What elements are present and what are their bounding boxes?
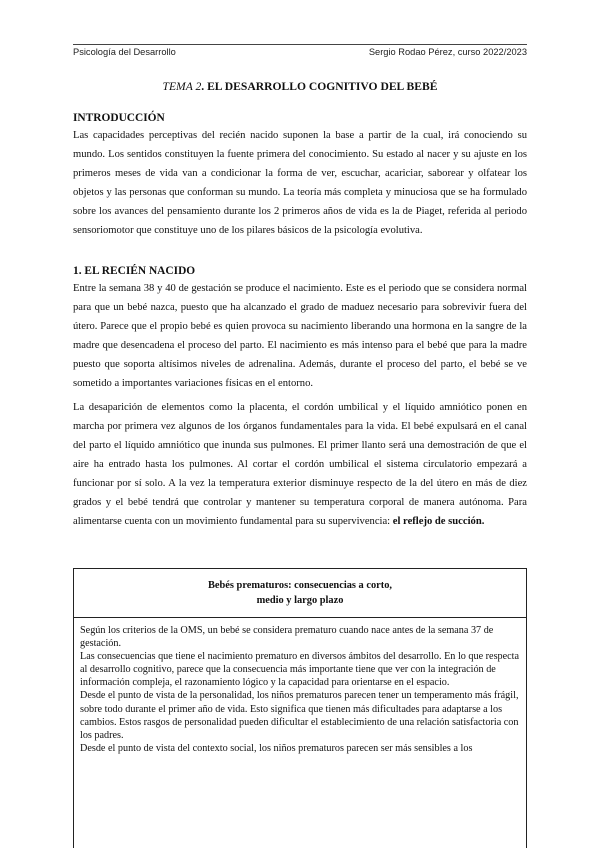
- page-title: [73, 80, 527, 93]
- header-rule: [73, 44, 527, 45]
- intro-paragraph: Las capacidades perceptivas del recién nacido suponen la base a partir de la cual, irá conociendo su mundo. Los sentidos constituyen la fuente primera del conocimiento. Su estado al nacer y su ajuste en los primeros meses de vida van a condicionar la forma de ver, escuchar, acariciar, saborear y olfatear los objetos y las personas que conforman su mundo. La teoría más completa y minuciosa que se ha formulado sobre los avances del pensamiento durante los 2 primeros años de vida es la de Piaget, referida al periodo sensoriomotor que constituye uno de los pilares básicos de la psicología evolutiva.: [73, 130, 527, 236]
- box-title-line-1: Bebés prematuros: consecuencias a corto,: [207, 580, 393, 591]
- premature-babies-box: [73, 568, 527, 848]
- section-paragraph-2-text: La desaparición de elementos como la placenta, el cordón umbilical y el líquido amniótico ponen en marcha por primera vez algunos de los órganos fundamentales para la vida. El bebé expulsará en el canal del parto el líquido amniótico que inunda sus pulmones. El primer llanto será una demostración de que el aire ha entrado hasta los pulmones. Al cortar el cordón umbilical el sistema circulatorio empezará a funcionar por sí solo. A la vez la temperatura exterior disminuye respecto de la del útero en más de diez grados y el bebé tendrá que controlar y mantener su temperatura corporal de manera autónoma. Para alimentarse cuenta con un movimiento fundamental para su supervivencia:: [73, 402, 527, 527]
- header-author: Sergio Rodao Pérez, curso 2022/2023: [368, 47, 527, 57]
- section-paragraph-2: [73, 398, 527, 531]
- title-topic: TEMA 2: [162, 80, 202, 93]
- box-paragraph: Desde el punto de vista del contexto social, los niños prematuros parecen ser más sensibles a los: [80, 742, 473, 754]
- intro-section: [73, 112, 527, 240]
- box-paragraph: Según los criterios de la OMS, un bebé se considera prematuro cuando nace antes de la semana 37 de gestación.: [80, 625, 494, 650]
- box-title-line-2: medio y largo plazo: [256, 595, 344, 606]
- section-heading: 1. EL RECIÉN NACIDO: [73, 265, 196, 277]
- box-title: [74, 569, 526, 618]
- box-paragraph: Las consecuencias que tiene el nacimiento prematuro en diversos ámbitos del desarrollo. En lo que respecta al desarrollo cognitivo, parece que la consecuencia más importante tiene que ver con la integración de información compleja, el razonamiento lógico y la capacidad para orientarse en el espacio.: [80, 651, 520, 689]
- header-course: Psicología del Desarrollo: [73, 47, 176, 57]
- title-text: . EL DESARROLLO COGNITIVO DEL BEBÉ: [201, 80, 438, 93]
- box-body: [74, 618, 526, 755]
- intro-heading: INTRODUCCIÓN: [73, 112, 165, 124]
- section-paragraph-2-bold: el reflejo de succión.: [392, 516, 485, 527]
- box-paragraph: Desde el punto de vista de la personalidad, los niños prematuros parecen tener un temperamento más frágil, sobre todo durante el primer año de vida. Esto significa que tienen más dificultades para adaptarse a los cambios. Estos rasgos de personalidad pueden dificultar el establecimiento de una relación satisfactoria con los padres.: [80, 690, 519, 741]
- section-recien-nacido: [73, 265, 527, 531]
- section-paragraph-1: Entre la semana 38 y 40 de gestación se produce el nacimiento. Este es el periodo que se considera normal para que un bebé nazca, puesto que ha alcanzado el grado de maduez necesario para sobrevivir fuera del útero. Parece que el propio bebé es quien provoca su nacimiento liberando una hormona en la sangre de la madre que desencadena el proceso del parto. El nacimiento es más intenso para el bebé que para la madre puesto que soporta altísimos niveles de adrenalina. Además, durante el proceso del parto, el bebé se ve sometido a importantes variaciones físicas en el entorno.: [73, 283, 527, 389]
